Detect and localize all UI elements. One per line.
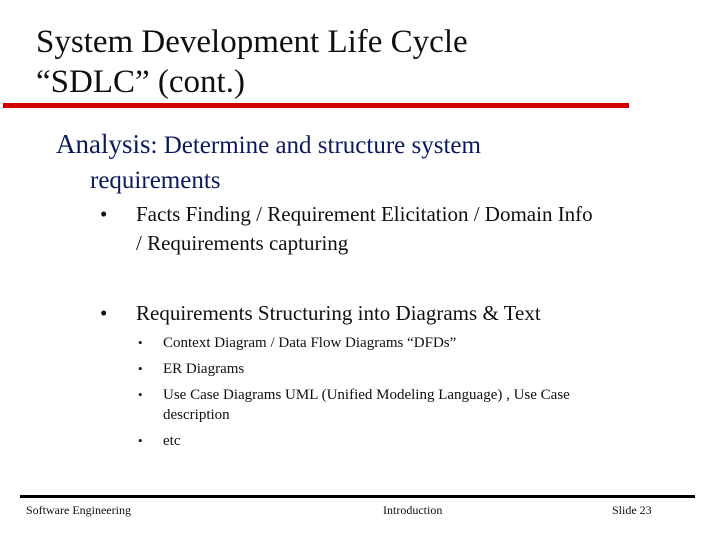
sub-bullet-text: etc [163,433,181,449]
analysis-description: : Determine and structure system [150,132,481,159]
bullet-facts-finding [100,200,680,258]
footer-section-name: Introduction [383,503,443,517]
analysis-description-line-2: requirements [90,167,221,194]
footer-slide-number: Slide 23 [612,503,652,517]
bullet-text-line-1: Facts Finding / Requirement Elicitation / Domain Info [136,202,593,226]
analysis-heading [56,127,676,198]
analysis-keyword: Analysis [56,129,151,159]
footer-divider [20,495,695,498]
slide-title [36,22,468,102]
sub-bullet-text-line-1: Use Case Diagrams UML (Unified Modeling Language) , Use Case [163,387,570,403]
bullet-text-line-2: / Requirements capturing [136,231,349,255]
sub-bullet-text-line-2: description [163,407,230,423]
sub-bullet-use-case-diagrams [138,385,678,425]
sub-bullet-list [138,333,678,451]
sub-bullet-text: ER Diagrams [163,361,245,377]
sub-bullet-marker: • [138,361,143,376]
sub-bullet-marker: • [138,335,143,350]
bullet-text: Requirements Structuring into Diagrams & Text [136,301,541,325]
sub-bullet-marker: • [138,433,143,448]
main-bullet-list [100,200,680,328]
sub-bullet-context-diagram [138,333,678,353]
sub-bullet-marker: • [138,387,143,402]
bullet-requirements-structuring [100,299,680,328]
title-underline [3,103,629,108]
bullet-marker: • [100,301,108,325]
footer-course-name: Software Engineering [26,503,131,517]
slide-title-line-2: “SDLC” (cont.) [36,64,245,100]
slide-title-line-1: System Development Life Cycle [36,24,468,60]
bullet-marker: • [100,202,108,226]
sub-bullet-text: Context Diagram / Data Flow Diagrams “DFDs” [163,335,457,351]
sub-bullet-er-diagrams [138,359,678,379]
sub-bullet-etc [138,431,678,451]
